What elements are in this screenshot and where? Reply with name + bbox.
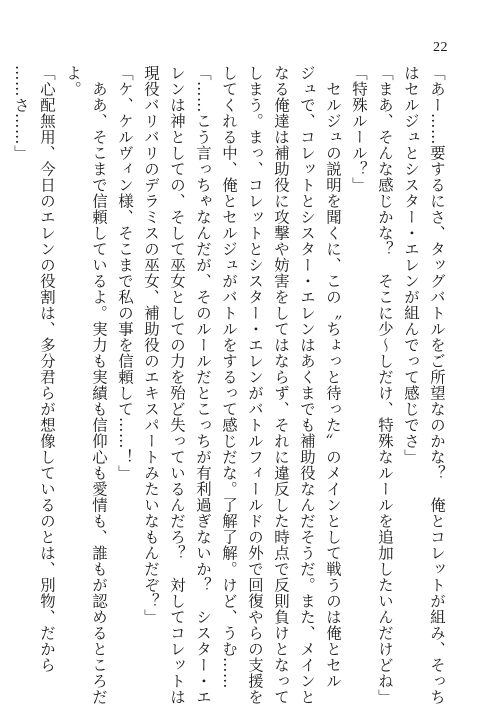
text-line: なる俺達は補助役に攻撃や妨害をしてはならず、それに違反した時点で反則負けとなって [272, 65, 290, 705]
text-line: 「心配無用、今日のエレンの役割は、多分君らが想像しているのとは、別物、だから [38, 65, 56, 673]
text-line: してくれる中、俺とセルジュがバトルをするって感じだな。了解了解。けど、うむ…… [220, 65, 238, 689]
text-line: 「あー……要するにさ、タッグバトルをご所望なのかな？ 俺とコレットが組み、そっち [428, 65, 446, 705]
text-line: ああ、そこまで信頼しているよ。実力も実績も信仰心も愛情も、誰もが認めるところだ [90, 65, 108, 705]
text-line: 現役バリバリのデラミスの巫女、補助役のエキスパートみたいなもんだぞ？」 [142, 65, 160, 625]
text-line: しまう。まっ、コレットとシスター・エレンがバトルフィールドの外で回復やらの支援を [246, 65, 264, 705]
text-line: 「まあ、そんな感じかな？ そこに少～しだけ、特殊なルールを追加したいんだけどね」 [376, 65, 394, 705]
text-line: レンは神としての、そして巫女としての力を殆ど失っているんだろ？ 対してコレットは [168, 65, 186, 705]
text-line: ジュで、コレットとシスター・エレンはあくまでも補助役なんだそうだ。また、メインと [298, 65, 316, 705]
text-line: はセルジュとシスター・エレンが組んでって感じでさ」 [402, 65, 420, 465]
text-line: 「……こう言っちゃなんだが、そのルールだとこっちが有利過ぎないか？ シスター・エ [194, 65, 212, 705]
text-line: よ。 [64, 65, 82, 97]
text-line: 「ケ、ケルヴィン様、そこまで私の事を信頼して……！」 [116, 65, 134, 481]
text-line: 「特殊ルール？」 [350, 65, 368, 193]
text-line: セルジュの説明を聞くに、この〝ちょっと待った〟のメインとして戦うのは俺とセル [324, 65, 342, 689]
page-number: 22 [433, 40, 448, 55]
text-line: ……さ……」 [12, 65, 30, 161]
novel-body-text [8, 65, 450, 705]
